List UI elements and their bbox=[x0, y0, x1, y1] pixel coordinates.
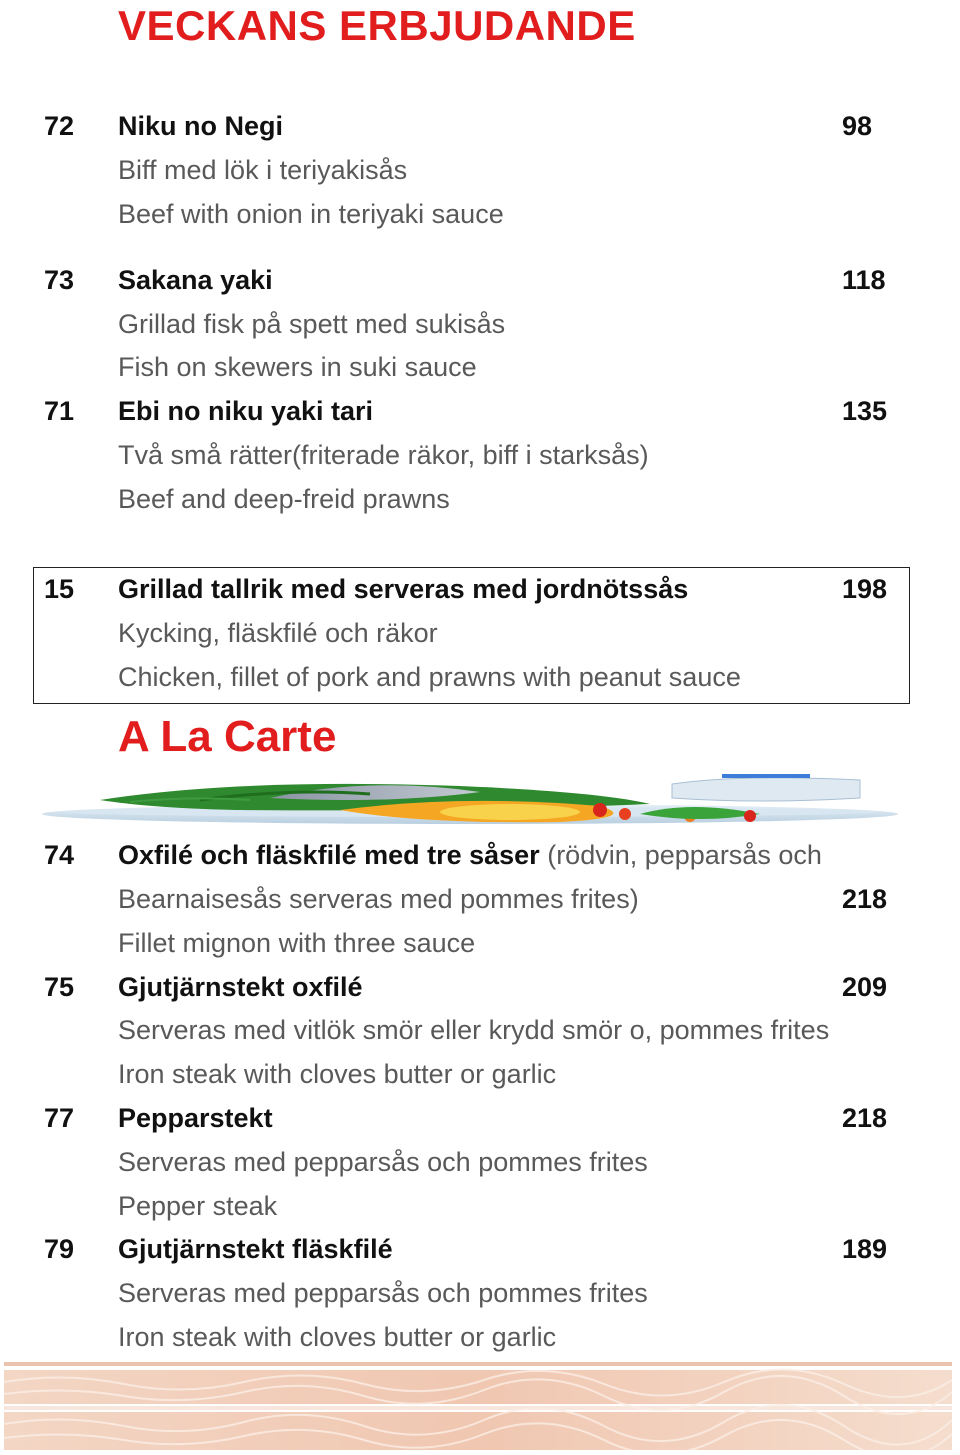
item-number: 75 bbox=[44, 972, 75, 1002]
item-description-sv: Bearnaisesås serveras med pommes frites) bbox=[118, 884, 639, 914]
item-price: 209 bbox=[842, 972, 888, 1002]
item-name-line bbox=[118, 838, 822, 872]
item-description-sv: Serveras med pepparsås och pommes frites bbox=[118, 1147, 648, 1177]
item-number: 72 bbox=[44, 111, 75, 141]
item-name: Niku no Negi bbox=[118, 111, 284, 141]
item-price: 218 bbox=[842, 1103, 888, 1133]
item-number: 77 bbox=[44, 1103, 75, 1133]
item-price: 189 bbox=[842, 1234, 888, 1264]
item-description-sv: Två små rätter(friterade räkor, biff i starksås) bbox=[118, 440, 649, 470]
weekly-offer-title: VECKANS ERBJUDANDE bbox=[118, 2, 636, 49]
special-item-description-en: Chicken, fillet of pork and prawns with peanut sauce bbox=[118, 662, 741, 692]
item-description-en: Pepper steak bbox=[118, 1191, 278, 1221]
item-description-sv: Serveras med vitlök smör eller krydd smör o, pommes frites bbox=[118, 1015, 830, 1045]
food-platter-illustration bbox=[40, 770, 900, 832]
item-price: 135 bbox=[842, 396, 888, 426]
item-price: 218 bbox=[842, 884, 888, 914]
special-item-name: Grillad tallrik med serveras med jordnötssås bbox=[118, 574, 689, 604]
decorative-footer-band bbox=[4, 1362, 952, 1450]
item-name: Ebi no niku yaki tari bbox=[118, 396, 374, 426]
item-number: 71 bbox=[44, 396, 75, 426]
item-price: 98 bbox=[842, 111, 873, 141]
item-description-en: Fillet mignon with three sauce bbox=[118, 928, 476, 958]
item-name: Gjutjärnstekt fläskfilé bbox=[118, 1234, 393, 1264]
item-name: Sakana yaki bbox=[118, 265, 273, 295]
item-description-en: Iron steak with cloves butter or garlic bbox=[118, 1059, 557, 1089]
item-price: 118 bbox=[842, 265, 886, 295]
item-description-en: Fish on skewers in suki sauce bbox=[118, 352, 477, 382]
item-name-extra: (rödvin, pepparsås och bbox=[539, 840, 822, 870]
item-number: 73 bbox=[44, 265, 75, 295]
item-number: 74 bbox=[44, 840, 75, 870]
special-item-number: 15 bbox=[44, 574, 75, 604]
item-name: Oxfilé och fläskfilé med tre såser bbox=[118, 840, 540, 870]
item-name: Pepparstekt bbox=[118, 1103, 273, 1133]
special-item-price: 198 bbox=[842, 574, 888, 604]
a-la-carte-title: A La Carte bbox=[118, 712, 337, 761]
item-description-sv: Biff med lök i teriyakisås bbox=[118, 155, 408, 185]
item-description-en: Iron steak with cloves butter or garlic bbox=[118, 1322, 557, 1352]
special-item-description-sv: Kycking, fläskfilé och räkor bbox=[118, 618, 438, 648]
item-number: 79 bbox=[44, 1234, 75, 1264]
item-description-sv: Serveras med pepparsås och pommes frites bbox=[118, 1278, 648, 1308]
item-description-en: Beef with onion in teriyaki sauce bbox=[118, 199, 504, 229]
item-description-en: Beef and deep-freid prawns bbox=[118, 484, 450, 514]
item-name: Gjutjärnstekt oxfilé bbox=[118, 972, 363, 1002]
item-description-sv: Grillad fisk på spett med sukisås bbox=[118, 309, 506, 339]
